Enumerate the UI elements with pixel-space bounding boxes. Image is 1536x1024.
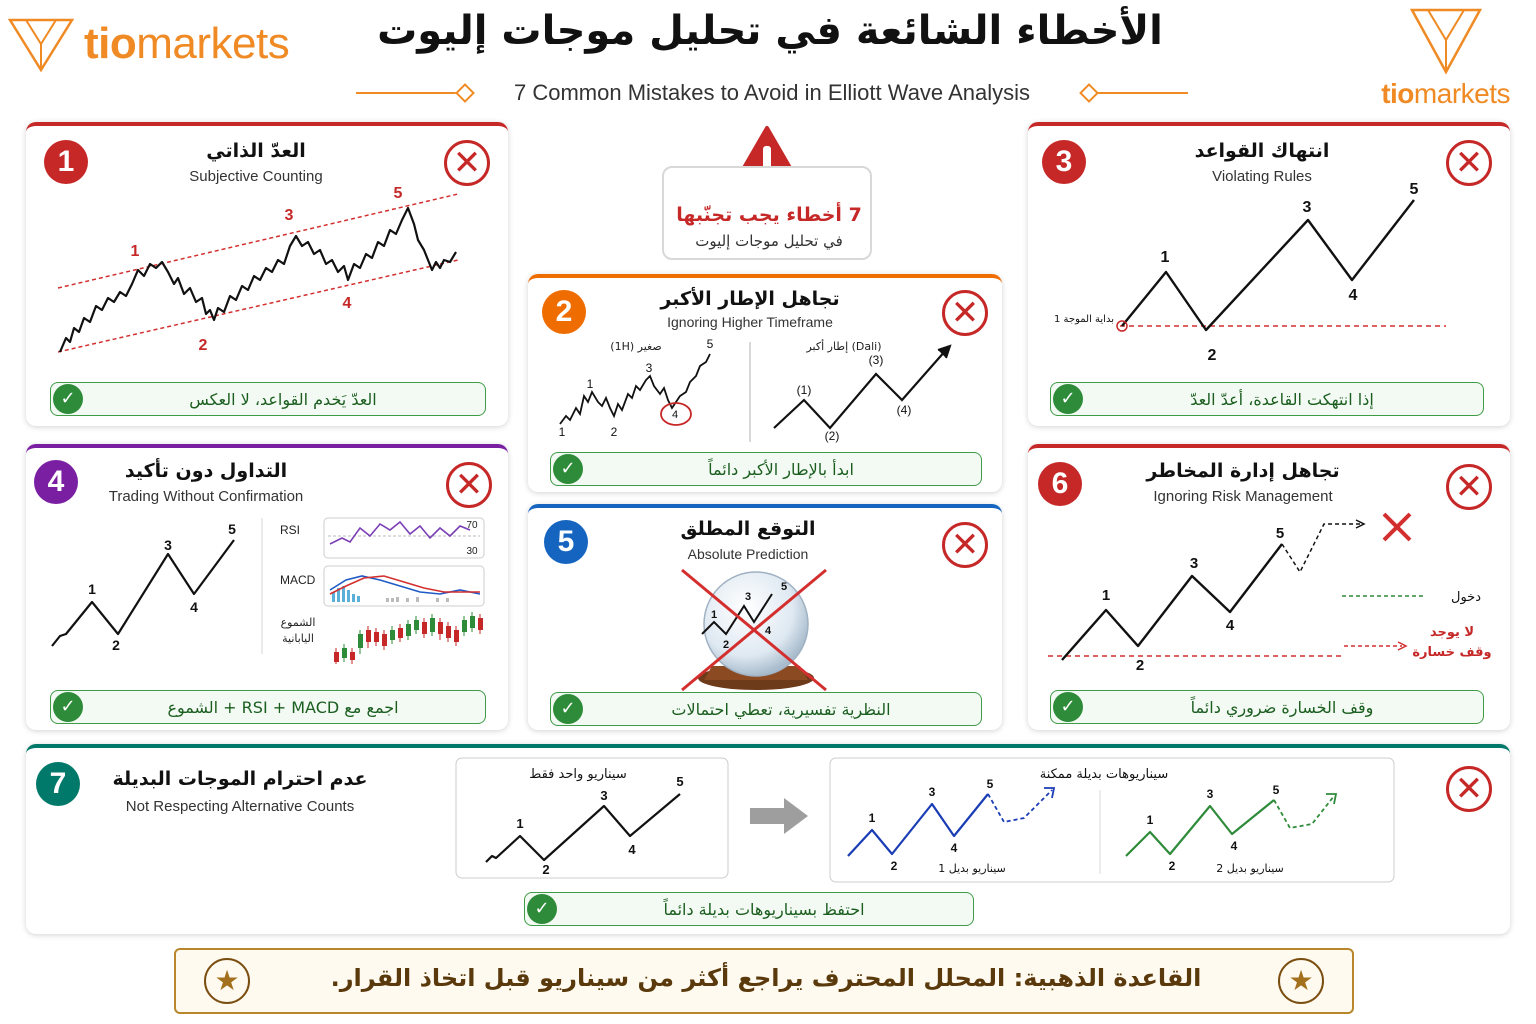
card-number: 7 [36, 762, 80, 806]
wave-chart [46, 180, 486, 370]
wave-label: 4 [950, 841, 958, 855]
single-scenario-chart [454, 756, 732, 880]
wave-label: 4 [190, 599, 198, 615]
card-number: 6 [1038, 462, 1082, 506]
tip-text: العدّ يَخدم القواعد، لا العكس [189, 389, 377, 409]
wave-label: 4 [1348, 287, 1358, 304]
tip-pill [550, 692, 982, 726]
brand-wordmark: tiomarkets [84, 19, 290, 68]
alternative-scenarios-chart [828, 756, 1398, 886]
risk-chart [1042, 506, 1502, 676]
wave-label: 1 [516, 816, 524, 831]
wave-label: 5 [1409, 181, 1419, 198]
indicator-label-rsi: RSI [280, 523, 301, 537]
warning-line-1: 7 أخطاء يجب تجنّبها [676, 204, 862, 226]
wave-label: (3) [868, 353, 884, 367]
card-alternative-counts [26, 744, 1510, 934]
x-icon: ✕ [942, 290, 988, 336]
wave-label: (4) [896, 403, 912, 417]
page-title: الأخطاء الشائعة في تحليل موجات إليوت [377, 8, 1163, 54]
wave-label: 3 [744, 591, 752, 603]
tip-pill [1050, 382, 1484, 416]
wave-chart [1042, 180, 1482, 370]
alt-scenario-1-label: سيناريو بديل 1 [938, 862, 1006, 875]
card-number: 4 [34, 460, 78, 504]
card-title-ar: التوقع المطلق [680, 518, 816, 540]
wave-label: 1 [88, 581, 96, 597]
card-title-ar: التداول دون تأكيد [124, 460, 288, 482]
wave-label: 4 [342, 295, 352, 312]
x-icon: ✕ [1446, 140, 1492, 186]
rsi-low-label: 30 [466, 546, 478, 557]
indicator-label-candles: اليابانية [282, 632, 314, 645]
card-absolute-prediction [528, 504, 1002, 730]
check-icon: ✓ [53, 692, 83, 722]
no-stop-loss-label: وقف خسارة [1412, 645, 1492, 660]
wave-label: 5 [228, 521, 236, 537]
wave-label: 4 [671, 409, 679, 421]
check-icon: ✓ [1053, 692, 1083, 722]
brand-logo-left [6, 14, 289, 74]
tip-pill [1050, 690, 1484, 724]
wave-start-label: بداية الموجة 1 [1053, 314, 1115, 325]
warning-line-2: في تحليل موجات إليوت [695, 232, 843, 250]
tip-pill [550, 452, 982, 486]
wave-label: 3 [284, 207, 294, 224]
check-icon: ✓ [1053, 384, 1083, 414]
wave-label: 1 [1101, 587, 1111, 604]
tip-text: وقف الخسارة ضروري دائماً [1190, 697, 1374, 717]
brand-logo-right [1381, 6, 1510, 110]
wave-label: 3 [645, 361, 653, 375]
x-icon: ✕ [942, 522, 988, 568]
card-number: 2 [542, 290, 586, 334]
wave-label: 2 [542, 862, 550, 877]
wave-label: (1) [796, 383, 812, 397]
confirmation-chart [46, 514, 494, 664]
wave-label: 5 [986, 777, 994, 791]
wave-label: 1 [558, 425, 566, 439]
wave-label: 4 [1230, 839, 1238, 853]
wave-label: 2 [610, 425, 618, 439]
wave-label: 1 [130, 243, 140, 260]
check-icon: ✓ [53, 384, 83, 414]
tip-pill [50, 690, 486, 724]
brand-wordmark: tiomarkets [1381, 78, 1510, 109]
single-scenario-label: سيناريو واحد فقط [529, 767, 627, 782]
indicator-label-macd: MACD [280, 573, 316, 587]
card-title-en: Ignoring Risk Management [1153, 488, 1333, 505]
wave-label: 1 [586, 377, 594, 391]
timeframe-chart [548, 336, 988, 446]
wave-label: 3 [164, 537, 172, 553]
indicator-label-candles: الشموع [280, 616, 316, 629]
card-title-en: Not Respecting Alternative Counts [125, 798, 355, 815]
wave-label: 5 [1275, 525, 1285, 542]
card-number: 5 [544, 520, 588, 564]
card-title-en: Absolute Prediction [687, 546, 809, 562]
x-icon: ✕ [1446, 766, 1492, 812]
card-number: 1 [44, 140, 88, 184]
tip-text: النظرية تفسيرية، تعطي احتمالات [671, 699, 891, 719]
tip-pill [524, 892, 974, 926]
wave-label: 3 [1189, 555, 1199, 572]
x-icon: ✕ [444, 140, 490, 186]
wave-label: 1 [710, 609, 718, 621]
card-number: 3 [1042, 140, 1086, 184]
big-timeframe-label: إطار أكبر (Dali) [806, 340, 882, 353]
card-title-en: Ignoring Higher Timeframe [667, 314, 833, 330]
card-title-ar: انتهاك القواعد [1194, 140, 1330, 162]
wave-label: (2) [824, 429, 840, 443]
wave-label: 2 [198, 337, 208, 354]
wave-label: 5 [780, 581, 788, 593]
check-icon: ✓ [527, 894, 557, 924]
check-icon: ✓ [553, 694, 583, 724]
card-title-ar: العدّ الذاتي [206, 140, 306, 162]
card-title-en: Trading Without Confirmation [108, 488, 304, 505]
wave-label: 4 [1225, 617, 1235, 634]
rsi-high-label: 70 [466, 520, 478, 531]
card-subjective-counting [26, 122, 508, 426]
wave-label: 4 [764, 625, 772, 637]
page-subtitle: 7 Common Mistakes to Avoid in Elliott Wave Analysis [514, 80, 1030, 105]
tip-text: اجمع مع RSI + MACD + الشموع [167, 697, 399, 717]
tip-text: احتفظ بسيناريوهات بديلة دائماً [663, 899, 865, 919]
tip-text: ابدأ بالإطار الأكبر دائماً [708, 459, 854, 479]
alt-scenarios-label: سيناريوهات بديلة ممكنة [1039, 767, 1169, 782]
wave-label: 3 [928, 785, 936, 799]
star-icon: ★ [1278, 958, 1324, 1004]
wave-label: 5 [676, 774, 684, 789]
tip-text: إذا انتهكت القاعدة، أعدّ العدّ [1190, 389, 1374, 409]
golden-rule-banner [174, 948, 1354, 1014]
wave-label: 4 [628, 842, 636, 857]
wave-label: 2 [1135, 657, 1145, 674]
x-icon: ✕ [1446, 464, 1492, 510]
logo-mark-icon [6, 14, 76, 74]
card-title-ar: تجاهل الإطار الأكبر [660, 288, 840, 310]
star-icon: ★ [204, 958, 250, 1004]
card-ignoring-higher-timeframe [528, 274, 1002, 492]
wave-label: 3 [1302, 199, 1312, 216]
tip-pill [50, 382, 486, 416]
wave-label: 1 [868, 811, 876, 825]
wave-label: 1 [1146, 813, 1154, 827]
logo-mark-icon [1406, 6, 1486, 76]
wave-label: 1 [1160, 249, 1170, 266]
card-title-en: Subjective Counting [189, 168, 323, 185]
card-trading-without-confirmation [26, 444, 508, 730]
crystal-ball-icon [672, 566, 842, 694]
wave-label: 2 [890, 859, 898, 873]
wave-label: 5 [393, 185, 403, 202]
entry-label: دخول [1451, 590, 1481, 605]
golden-rule-text: القاعدة الذهبية: المحلل المحترف يراجع أكثر من سيناريو قبل اتخاذ القرار. [330, 964, 1202, 992]
wave-label: 2 [722, 639, 730, 651]
card-violating-rules [1028, 122, 1510, 426]
wave-label: 5 [706, 337, 714, 351]
no-stop-loss-label: لا يوجد [1429, 625, 1475, 640]
wave-label: 2 [1168, 859, 1176, 873]
card-title-ar: عدم احترام الموجات البديلة [112, 768, 368, 790]
wave-label: 3 [1206, 787, 1214, 801]
x-icon: ✕ [446, 462, 492, 508]
card-title-ar: تجاهل إدارة المخاطر [1146, 460, 1340, 482]
arrow-right-icon [748, 796, 810, 836]
card-ignoring-risk-management [1028, 444, 1510, 730]
wave-label: 2 [112, 637, 120, 653]
alt-scenario-2-label: سيناريو بديل 2 [1216, 862, 1284, 875]
small-timeframe-label: (1H) صغير [610, 340, 662, 353]
wave-label: 5 [1272, 783, 1280, 797]
wave-label: 2 [1207, 347, 1217, 364]
subtitle-row [356, 78, 1188, 108]
warning-box [662, 166, 872, 260]
check-icon: ✓ [553, 454, 583, 484]
card-title-en: Violating Rules [1212, 168, 1312, 185]
wave-label: 3 [600, 788, 608, 803]
